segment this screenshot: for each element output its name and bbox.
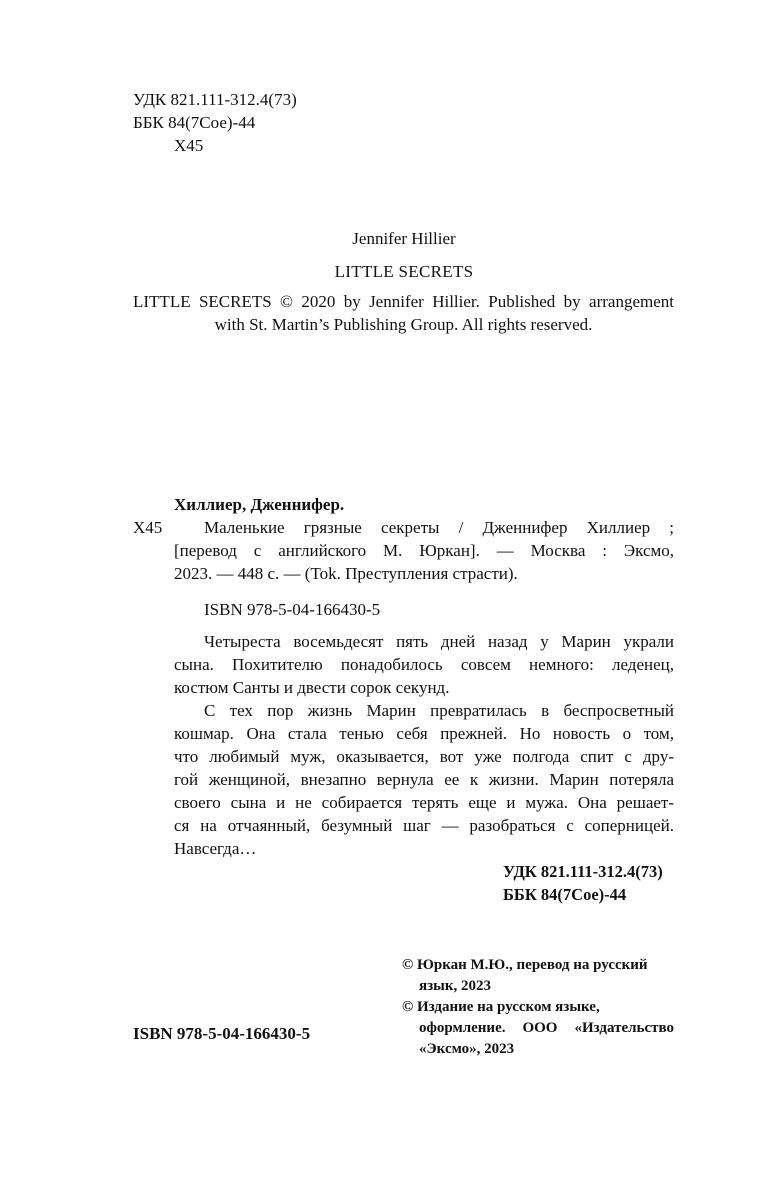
catalog-description [204, 516, 674, 539]
catalog-isbn: ISBN 978-5-04-166430-5 [204, 600, 381, 619]
rights-line: «Эксмо», 2023 [419, 1041, 515, 1057]
copyright-line: with St. Martin’s Publishing Group. All rights reserved. [214, 315, 593, 334]
annotation-line: костюм Санты и двести сорок секунд. [174, 678, 450, 697]
annotation-line: кошмар. Она стала тенью себя прежней. Но новость о том, [174, 724, 674, 743]
annotation-line: своего сына и не собирается терять еще и мужа. Она решает- [174, 793, 674, 812]
rights-line: оформление. ООО «Издательство [419, 1020, 674, 1036]
annotation-line: С тех пор жизнь Марин превратилась в беспросветный [204, 701, 674, 720]
author-mark: Х45 [174, 136, 204, 155]
description-line: Маленькие грязные секреты / Дженнифер Хиллиер ; [204, 518, 674, 537]
bottom-udk: УДК 821.111-312.4(73) [503, 862, 663, 881]
bbk-code: ББК 84(7Сое)-44 [133, 113, 256, 132]
description-line: [перевод с английского М. Юркан]. — Москва : Эксмо, [174, 541, 674, 560]
catalog-author-heading: Хиллиер, Дженнифер. [174, 495, 345, 514]
annotation-line: гой женщиной, внезапно вернула ее к жизни. Марин потеряла [174, 770, 674, 789]
catalog-mark: Х45 [133, 518, 163, 537]
annotation-line: сына. Похитителю понадобилось совсем немного: леденец, [174, 655, 674, 674]
annotation [174, 630, 674, 860]
bottom-bbk: ББК 84(7Сое)-44 [503, 885, 627, 904]
rights-line: © Издание на русском языке, [402, 999, 600, 1015]
original-title: LITTLE SECRETS [334, 262, 474, 281]
original-author: Jennifer Hillier [352, 229, 456, 248]
annotation-line: ся на отчаянный, безумный шаг — разобраться с соперницей. [174, 816, 674, 835]
catalog-description-cont [174, 539, 674, 585]
rights-line: © Юркан М.Ю., перевод на русский [402, 957, 648, 973]
copyright-line: LITTLE SECRETS © 2020 by Jennifer Hillier. Published by arrangement [133, 292, 674, 311]
footer-rights [402, 955, 674, 1060]
annotation-line: Навсегда… [174, 839, 257, 858]
rights-line: язык, 2023 [419, 978, 491, 994]
annotation-line: Четыреста восемьдесят пять дней назад у Марин украли [204, 632, 674, 651]
description-line: 2023. — 448 с. — (Tok. Преступления страсти). [174, 564, 518, 583]
original-copyright [133, 290, 674, 336]
udk-code: УДК 821.111-312.4(73) [133, 90, 297, 109]
annotation-line: что любимый муж, оказывается, вот уже полгода спит с дру- [174, 747, 674, 766]
footer-isbn: ISBN 978-5-04-166430-5 [133, 1024, 311, 1043]
